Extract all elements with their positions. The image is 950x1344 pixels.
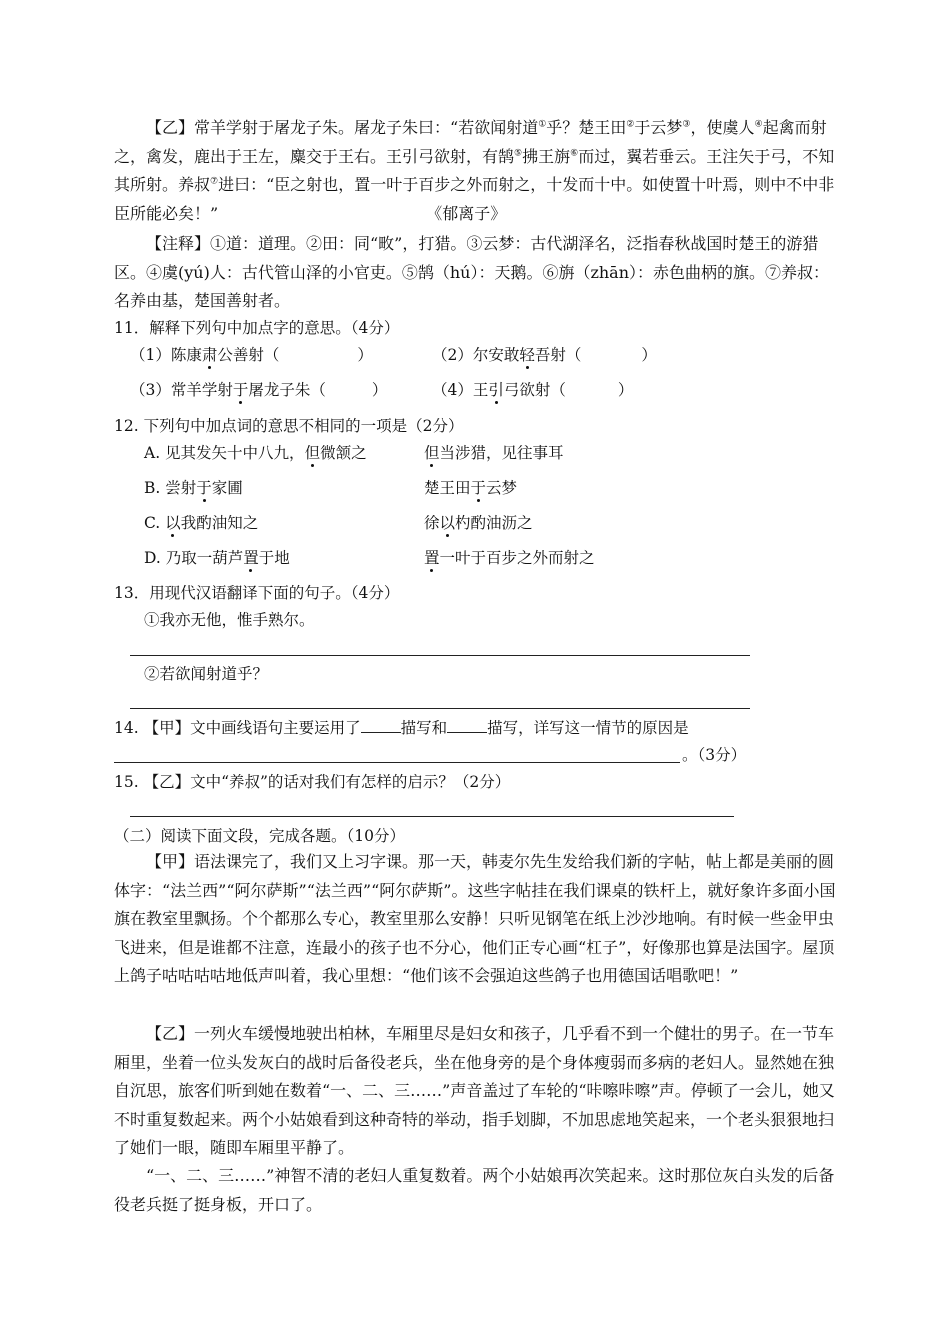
question-14: 14. 【甲】文中画线语句主要运用了 描写和 描写，详写这一情节的原因是 (114, 716, 689, 740)
q12-option-c-right: 徐以杓酌油沥之 (424, 514, 533, 532)
q12-option-a-right: 但当涉猎，见往事耳 (424, 444, 564, 462)
answer-line[interactable] (130, 708, 750, 709)
answer-line[interactable] (130, 655, 750, 656)
passage-yi-continued: “一、二、三……”神智不清的老妇人重复数着。两个小姑娘再次笑起来。这时那位灰白头发的后备役老兵挺了挺身板，开口了。 (114, 1166, 835, 1214)
question-15: 15. 【乙】文中“养叔”的话对我们有怎样的启示？（2分） (114, 773, 511, 791)
q12-option-b-right: 楚王田于云梦 (424, 479, 518, 497)
fill-blank[interactable] (447, 716, 487, 733)
q11-item-4: （4）王引弓欲射（ ） (432, 381, 634, 399)
question-13-stem: 13．用现代汉语翻译下面的句子。（4分） (114, 584, 400, 602)
q12-option-d-right: 置一叶于百步之外而射之 (424, 549, 595, 567)
question-12-stem: 12. 下列句中加点词的意思不相同的一项是（2分） (114, 417, 464, 435)
annotation-notes: 【注释】①道：道理。②田：同“畋”，打猎。③云梦：古代湖泽名，泛指春秋战国时楚王的游猎区。④虞(yú)人：古代管山泽的小官吏。⑤鹄（hú）：天鹅。⑥旃（zhān）：赤色曲柄的旗。⑦养叔：名养由基，楚国善射者。 (114, 234, 830, 310)
passage-jia: 【甲】语法课完了，我们又上习字课。那一天，韩麦尔先生发给我们新的字帖，帖上都是美丽的圆体字：“法兰西”“阿尔萨斯”“法兰西”“阿尔萨斯”。这些字帖挂在我们课桌的铁杆上，就好象许多面小国旗在教室里飘扬。个个都那么专心，教室里那么安静！只听见钢笔在纸上沙沙地响。有时候一些金甲虫飞进来，但是谁都不注意，连最小的孩子也不分心，他们正专心画“杠子”，好像那也算是法国字。屋顶上鸽子咕咕咕咕地低声叫着，我心里想：“他们该不会强迫这些鸽子也用德国话唱歌吧！” (114, 852, 836, 985)
q12-option-d-left: D. 乃取一葫芦置于地 (144, 549, 290, 567)
answer-line[interactable] (114, 762, 680, 763)
q12-option-b-left: B. 尝射于家圃 (144, 479, 243, 497)
fill-blank[interactable] (361, 716, 401, 733)
q13-sentence-1: ①我亦无他，惟手熟尔。 (144, 611, 315, 629)
q11-item-1: （1）陈康肃公善射（ ） (130, 346, 373, 364)
q12-option-a-left: A. 见其发矢十中八九，但微颔之 (144, 444, 367, 462)
question-11-stem: 11．解释下列句中加点字的意思。（4分） (114, 319, 400, 337)
answer-line[interactable] (130, 816, 734, 817)
section-2-heading: （二）阅读下面文段，完成各题。（10分） (114, 827, 405, 845)
q11-item-2: （2）尔安敢轻吾射（ ） (432, 346, 657, 364)
q12-option-c-left: C. 以我酌油知之 (144, 514, 259, 532)
q13-sentence-2: ②若欲闻射道乎？ (144, 665, 269, 683)
passage-yi: 【乙】一列火车缓慢地驶出柏林，车厢里尽是妇女和孩子，几乎看不到一个健壮的男子。在一节车厢里，坐着一位头发灰白的战时后备役老兵，坐在他身旁的是个身体瘦弱而多病的老妇人。显然她在独自沉思，旅客们听到她在数着“一、二、三……”声音盖过了车轮的“咔嚓咔嚓”声。停顿了一会儿，她又不时重复数起来。两个小姑娘看到这种奇特的举动，指手划脚，不加思虑地笑起来，一个老头狠狠地扫了她们一眼，随即车厢里平静了。 (114, 1024, 835, 1157)
passage-b: 【乙】常羊学射于屠龙子朱。屠龙子朱曰：“若欲闻射道①乎？楚王田②于云梦③，使虞人④起禽而射之，禽发，鹿出于王左，麋交于王右。王引弓欲射，有鹄⑤拂王旃⑥而过，翼若垂云。王注矢于弓，不知其所射。养叔⑦进曰：“臣之射也，置一叶于百步之外而射之，十发而十中。如使置十叶焉，则中不中非臣所能必矣！” 《郁离子》 (114, 114, 839, 228)
q14-score: 。（3分） (682, 746, 747, 764)
source-citation: 《郁离子》 (426, 203, 507, 223)
q11-item-3: （3）常羊学射于屠龙子朱（ ） (130, 381, 388, 399)
